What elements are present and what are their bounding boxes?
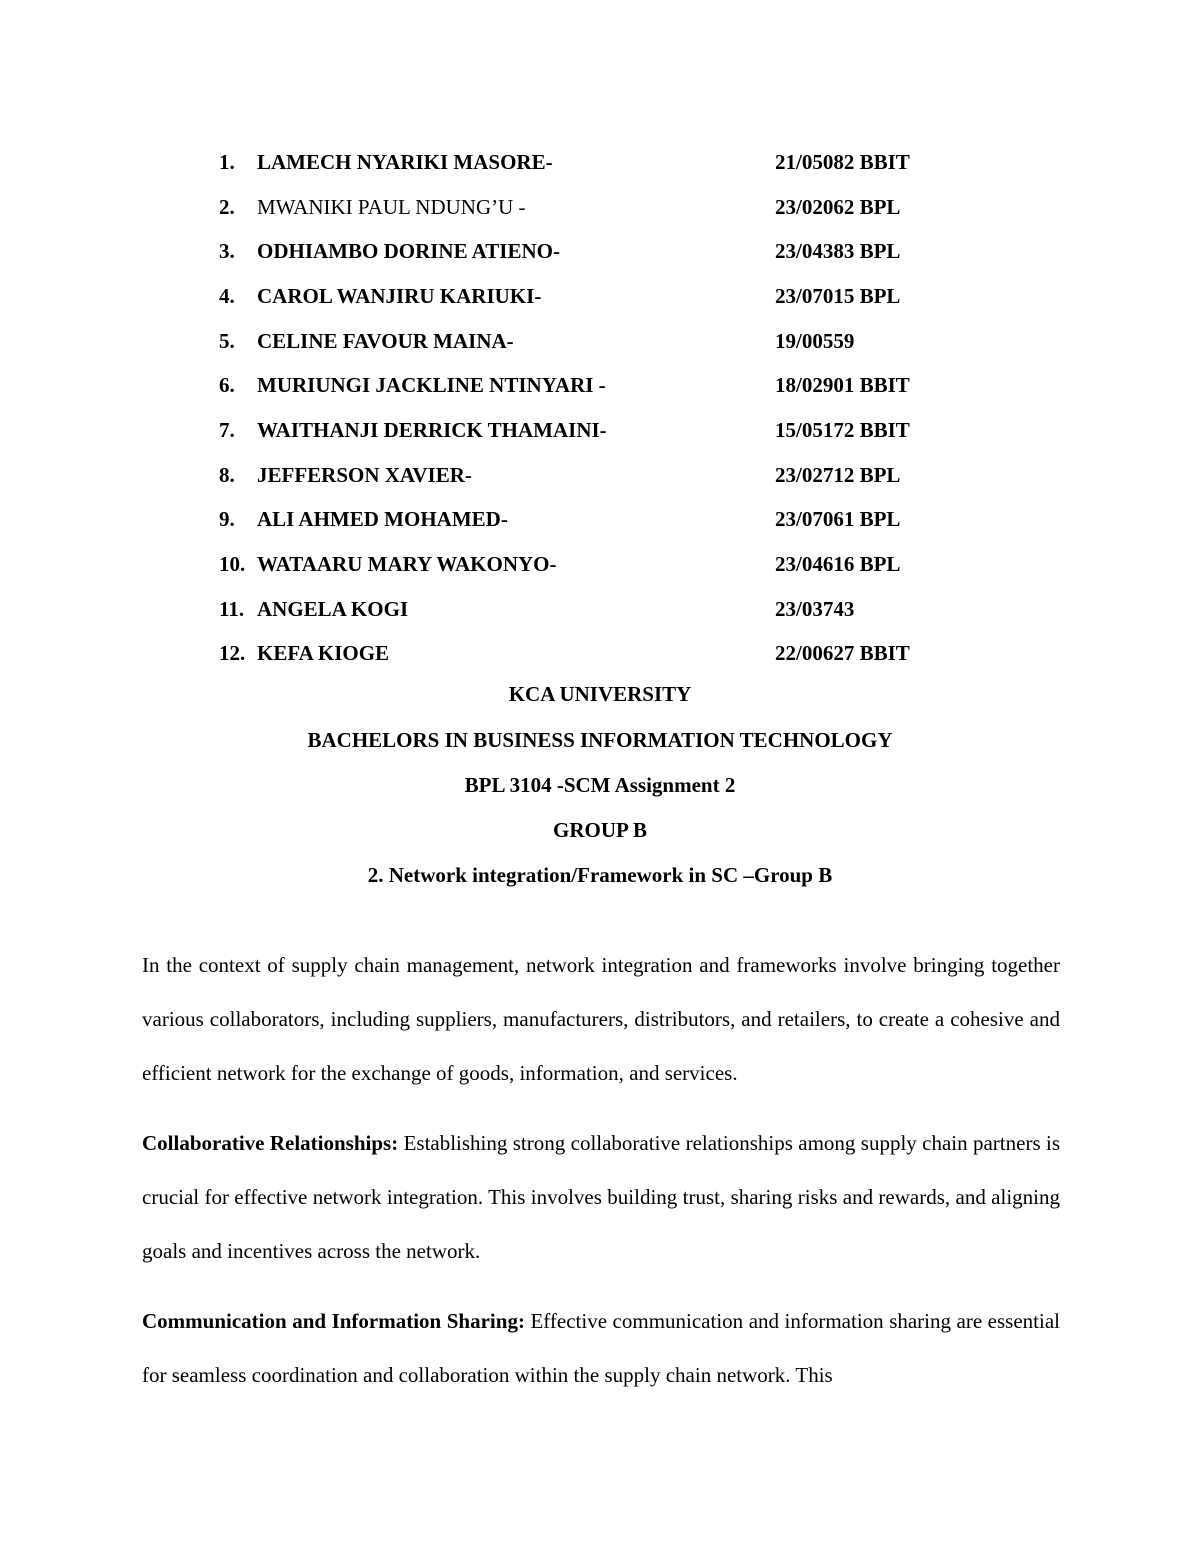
communication-paragraph — [142, 1294, 1060, 1402]
member-name: WATAARU MARY WAKONYO- — [257, 552, 557, 577]
member-row — [219, 229, 959, 274]
member-name: WAITHANJI DERRICK THAMAINI- — [257, 417, 607, 442]
member-row — [219, 140, 959, 185]
member-number: 11. — [219, 596, 245, 621]
assignment-heading: BPL 3104 -SCM Assignment 2 — [464, 773, 736, 797]
member-registration-number: 23/07015 BPL — [775, 283, 901, 308]
member-registration-number: 23/02062 BPL — [775, 194, 901, 219]
member-name: KEFA KIOGE — [257, 641, 390, 666]
document-body — [142, 938, 1060, 1402]
member-number: 5. — [219, 328, 235, 353]
member-number: 1. — [219, 149, 235, 174]
member-row — [219, 632, 959, 677]
group-heading: GROUP B — [553, 818, 647, 842]
member-number: 8. — [219, 462, 235, 487]
topic-heading: 2. Network integration/Framework in SC –Group B — [367, 863, 833, 887]
member-registration-number: 23/03743 — [775, 596, 855, 621]
university-heading: KCA UNIVERSITY — [508, 682, 692, 706]
member-number: 6. — [219, 373, 235, 398]
member-row — [219, 319, 959, 364]
member-name: MWANIKI PAUL NDUNG’U - — [257, 194, 526, 219]
member-registration-number: 23/04383 BPL — [775, 239, 901, 264]
member-registration-number: 15/05172 BBIT — [775, 417, 910, 442]
member-row — [219, 498, 959, 543]
member-name: CELINE FAVOUR MAINA- — [257, 328, 514, 353]
member-registration-number: 23/07061 BPL — [775, 507, 901, 532]
group-member-list — [219, 140, 959, 676]
member-registration-number: 19/00559 — [775, 328, 855, 353]
member-row — [219, 542, 959, 587]
member-registration-number: 21/05082 BBIT — [775, 149, 910, 174]
member-name: ALI AHMED MOHAMED- — [257, 507, 508, 532]
paragraph-text: Establishing strong collaborative relationships among supply chain partners is crucial for effective network integration. This involves building trust, sharing risks and rewards, and aligning goals and incentives across the network. — [142, 1131, 1060, 1263]
member-row — [219, 274, 959, 319]
collaborative-relationships-paragraph — [142, 1116, 1060, 1278]
member-number: 12. — [219, 641, 246, 666]
member-number: 3. — [219, 239, 235, 264]
member-registration-number: 22/00627 BBIT — [775, 641, 910, 666]
member-registration-number: 23/02712 BPL — [775, 462, 901, 487]
intro-paragraph — [142, 938, 1060, 1100]
member-name: JEFFERSON XAVIER- — [257, 462, 472, 487]
member-row — [219, 453, 959, 498]
member-row — [219, 408, 959, 453]
member-number: 4. — [219, 283, 235, 308]
member-row — [219, 185, 959, 230]
member-row — [219, 587, 959, 632]
member-registration-number: 18/02901 BBIT — [775, 373, 910, 398]
member-number: 2. — [219, 194, 235, 219]
paragraph-text: In the context of supply chain management, network integration and frameworks involve bringing together various collaborators, including suppliers, manufacturers, distributors, and retailers, to create a cohesive and efficient network for the exchange of goods, information, and services. — [142, 953, 1060, 1085]
member-name: ANGELA KOGI — [257, 596, 409, 621]
member-name: MURIUNGI JACKLINE NTINYARI - — [257, 373, 606, 398]
paragraph-lead: Collaborative Relationships: — [142, 1131, 399, 1155]
member-name: ODHIAMBO DORINE ATIENO- — [257, 239, 560, 264]
member-number: 9. — [219, 507, 235, 532]
member-number: 10. — [219, 552, 246, 577]
member-name: LAMECH NYARIKI MASORE- — [257, 149, 553, 174]
member-number: 7. — [219, 417, 235, 442]
paragraph-lead: Communication and Information Sharing: — [142, 1309, 525, 1333]
member-row — [219, 363, 959, 408]
programme-heading: BACHELORS IN BUSINESS INFORMATION TECHNOLOGY — [307, 728, 893, 752]
member-registration-number: 23/04616 BPL — [775, 552, 901, 577]
member-name: CAROL WANJIRU KARIUKI- — [257, 283, 542, 308]
paragraph-text: Effective communication and information sharing are essential for seamless coordination and collaboration within the supply chain network. This — [142, 1309, 1060, 1387]
